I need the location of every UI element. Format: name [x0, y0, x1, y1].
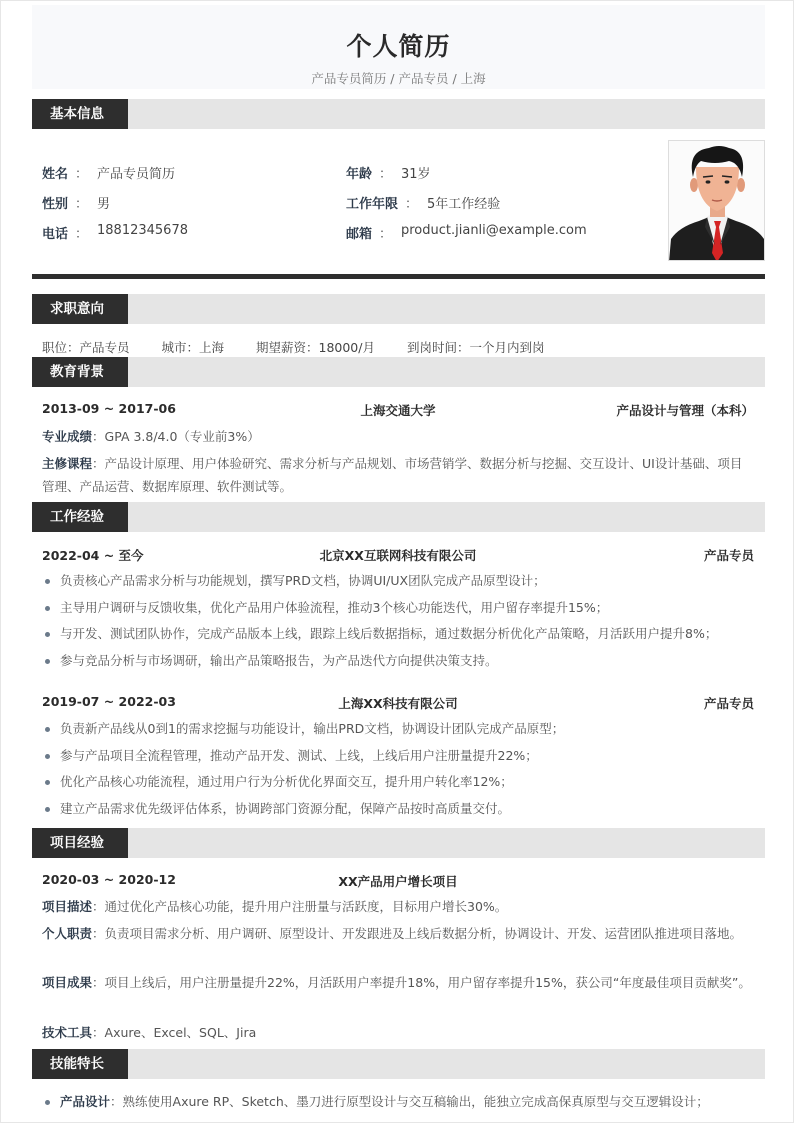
job-intent-line — [42, 338, 572, 356]
section-title: 基本信息 — [32, 99, 128, 129]
list-item: 负责核心产品需求分析与功能规划，撰写PRD文档，协调UI/UX团队完成产品原型设计； — [42, 572, 754, 599]
colon: ： — [379, 167, 393, 182]
work-bullets — [42, 720, 754, 826]
section-title: 工作经验 — [32, 502, 128, 532]
project-header-row — [42, 872, 754, 890]
gpa-value: ：GPA 3.8/4.0（专业前3%） — [92, 429, 260, 444]
skill-text: ：熟练使用Axure RP、Sketch、墨刀进行原型设计与交互稿输出，能独立完成高保真原型与交互逻辑设计； — [110, 1094, 709, 1109]
work-role: 产品专员 — [703, 548, 754, 563]
section-job-intent — [32, 294, 765, 324]
name-label: 姓名 — [42, 167, 69, 182]
intent-city: 城市：上海 — [161, 340, 225, 355]
intent-salary: 期望薪资：18000/月 — [256, 340, 375, 355]
education-major: 产品设计与管理（本科） — [616, 403, 754, 418]
intent-position: 职位：产品专员 — [42, 340, 130, 355]
skill-label: 产品设计 — [60, 1094, 111, 1109]
section-work-experience — [32, 502, 765, 532]
work-header-row — [42, 694, 754, 712]
skills-bullets — [42, 1093, 754, 1120]
project-name: XX产品用户增长项目 — [338, 874, 458, 889]
section-title: 技能特长 — [32, 1049, 128, 1079]
education-school: 上海交通大学 — [360, 403, 436, 418]
colon: ： — [75, 197, 89, 212]
resume-header — [32, 5, 765, 89]
colon: ： — [405, 197, 419, 212]
name-value: 产品专员简历 — [97, 167, 176, 182]
section-divider — [32, 274, 765, 279]
desc-label: 项目描述 — [42, 899, 93, 914]
section-title: 教育背景 — [32, 357, 128, 387]
project-period: 2020-03 ~ 2020-12 — [42, 872, 176, 887]
gender-label: 性别 — [42, 197, 69, 212]
list-item: 负责新产品线从0到1的需求挖掘与功能设计，输出PRD文档，协调设计团队完成产品原型； — [42, 720, 754, 747]
work-period: 2022-04 ~ 至今 — [42, 548, 144, 563]
work-header-row — [42, 546, 754, 564]
duty-label: 个人职责 — [42, 926, 93, 941]
work-years-label: 工作年限 — [346, 197, 399, 212]
colon: ： — [75, 167, 89, 182]
education-courses — [42, 452, 754, 498]
list-item: 参与产品项目全流程管理，推动产品开发、测试、上线，上线后用户注册量提升22%； — [42, 747, 754, 774]
list-item: 主导用户调研与反馈收集，优化产品用户体验流程，推动3个核心功能迭代，用户留存率提升15%； — [42, 599, 754, 626]
desc-value: ：通过优化产品核心功能，提升用户注册量与活跃度，目标用户增长30%。 — [92, 899, 508, 914]
email-label: 邮箱 — [346, 227, 373, 242]
work-years-value: 5年工作经验 — [427, 197, 501, 212]
phone-value: 18812345678 — [97, 223, 188, 238]
colon: ： — [379, 227, 393, 242]
colon: ： — [75, 227, 89, 242]
list-item: 优化产品核心功能流程，通过用户行为分析优化界面交互，提升用户转化率12%； — [42, 773, 754, 800]
page-subtitle: 产品专员简历 / 产品专员 / 上海 — [311, 71, 486, 86]
phone-label: 电话 — [42, 227, 69, 242]
project-tools — [42, 1021, 754, 1044]
tools-value: ：Axure、Excel、SQL、Jira — [92, 1025, 257, 1040]
age-label: 年龄 — [346, 167, 373, 182]
intent-arrival: 到岗时间：一个月内到岗 — [406, 340, 545, 355]
list-item — [42, 1093, 754, 1120]
section-title: 求职意向 — [32, 294, 128, 324]
work-company: 上海XX科技有限公司 — [338, 696, 458, 711]
section-title: 项目经验 — [32, 828, 128, 858]
project-duty — [42, 922, 754, 945]
section-education — [32, 357, 765, 387]
work-bullets — [42, 572, 754, 678]
work-period: 2019-07 ~ 2022-03 — [42, 694, 176, 709]
education-gpa — [42, 425, 754, 448]
tools-label: 技术工具 — [42, 1025, 93, 1040]
result-value: ：项目上线后，用户注册量提升22%，月活跃用户率提升18%，用户留存率提升15%，获公司“年度最佳项目贡献奖”。 — [92, 975, 751, 990]
list-item: 参与竞品分析与市场调研，输出产品策略报告，为产品迭代方向提供决策支持。 — [42, 652, 754, 679]
person-avatar-icon — [669, 141, 765, 261]
section-project-experience — [32, 828, 765, 858]
list-item: 与开发、测试团队协作，完成产品版本上线，跟踪上线后数据指标，通过数据分析优化产品策略，月活跃用户提升8%； — [42, 625, 754, 652]
result-label: 项目成果 — [42, 975, 93, 990]
project-result — [42, 971, 754, 994]
duty-value: ：负责项目需求分析、用户调研、原型设计、开发跟进及上线后数据分析，协调设计、开发、运营团队推进项目落地。 — [92, 926, 743, 941]
gender-value: 男 — [97, 197, 111, 212]
avatar-photo — [668, 140, 765, 261]
page-title: 个人简历 — [346, 32, 451, 61]
project-description — [42, 895, 754, 918]
education-header-row — [42, 401, 754, 419]
work-company: 北京XX互联网科技有限公司 — [319, 548, 477, 563]
courses-value: ：产品设计原理、用户体验研究、需求分析与产品规划、市场营销学、数据分析与挖掘、交互设计、UI设计基础、项目管理、产品运营、数据库原理、软件测试等。 — [42, 456, 743, 494]
age-value: 31岁 — [401, 167, 431, 182]
email-value[interactable]: product.jianli@example.com — [401, 223, 587, 238]
work-role: 产品专员 — [703, 696, 754, 711]
education-period: 2013-09 ~ 2017-06 — [42, 401, 176, 416]
section-basic-info — [32, 99, 765, 129]
courses-label: 主修课程 — [42, 456, 93, 471]
list-item: 建立产品需求优先级评估体系，协调跨部门资源分配，保障产品按时高质量交付。 — [42, 800, 754, 827]
section-skills — [32, 1049, 765, 1079]
gpa-label: 专业成绩 — [42, 429, 93, 444]
